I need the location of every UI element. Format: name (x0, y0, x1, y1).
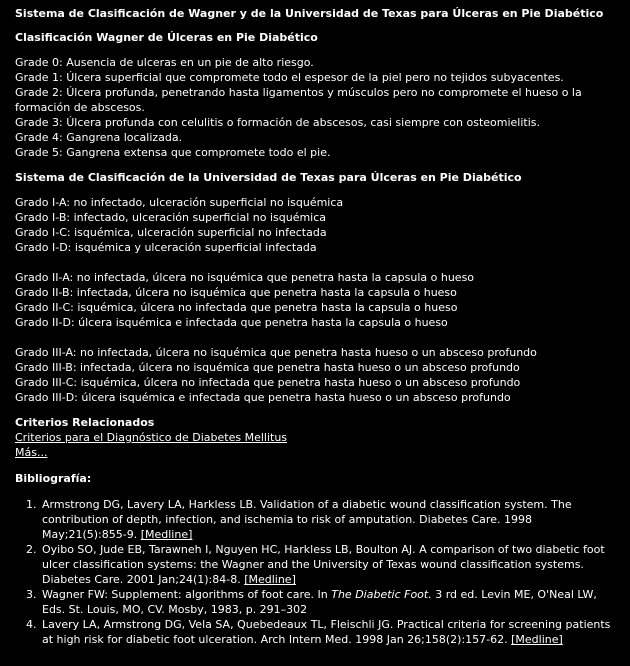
more-link[interactable]: Más... (15, 446, 48, 459)
wagner-grade-list (15, 55, 620, 160)
texas-grade: Grado II-C: isquémica, úlcera no infectada que penetra hasta la capsula o hueso (15, 301, 458, 314)
texas-grade: Grado I-A: no infectado, ulceración superficial no isquémica (15, 196, 344, 209)
reference-text: 3 rd ed. Levin ME, O'Neal LW, Eds. St. Louis, MO, CV. Mosby, 1983, p. 291–302 (42, 588, 597, 616)
reference-text: Wagner FW: Supplement: algorithms of foot care. In (42, 588, 332, 601)
reference-item (40, 587, 620, 617)
wagner-grade: Grade 5: Gangrena extensa que compromete todo el pie. (15, 146, 331, 159)
texas-grade-group-3 (15, 345, 620, 405)
texas-grade: Grado II-B: infectada, úlcera no isquémica que penetra hasta la capsula o hueso (15, 286, 457, 299)
wagner-grade: Grade 0: Ausencia de ulceras en un pie de alto riesgo. (15, 56, 314, 69)
texas-grade: Grado III-C: isquémica, úlcera no infectada que penetra hasta hueso o un absceso profundo (15, 376, 521, 389)
wagner-grade: Grade 4: Gangrena localizada. (15, 131, 183, 144)
texas-grade-group-1 (15, 195, 620, 255)
texas-grade: Grado I-B: infectado, ulceración superficial no isquémica (15, 211, 327, 224)
medline-link[interactable]: [Medline] (511, 633, 563, 646)
reference-list (15, 497, 620, 647)
reference-item (40, 542, 620, 587)
texas-grade-group-2 (15, 270, 620, 330)
texas-grade: Grado I-C: isquémica, ulceración superficial no infectada (15, 226, 327, 239)
texas-grade: Grado III-B: infectada, úlcera no isquémica que penetra hasta hueso o un absceso profundo (15, 361, 520, 374)
reference-text: Oyibo SO, Jude EB, Tarawneh I, Nguyen HC, Harkless LB, Boulton AJ. A comparison of two diabetic foot ulcer classification systems: the Wagner and the University of Texas wound classification systems. Diabetes Care. 2001 Jan;24(1):84-8. (42, 543, 605, 586)
texas-grade: Grado II-D: úlcera isquémica e infectada que penetra hasta la capsula o hueso (15, 316, 448, 329)
wagner-grade: Grade 1: Úlcera superficial que compromete todo el espesor de la piel pero no tejidos subyacentes. (15, 71, 564, 84)
page-title: Sistema de Clasificación de Wagner y de la Universidad de Texas para Úlceras en Pie Diabético (15, 7, 604, 20)
book-title: The Diabetic Foot. (331, 588, 432, 601)
wagner-grade: Grade 3: Úlcera profunda con celulitis o formación de abscesos, casi siempre con osteomielitis. (15, 116, 540, 129)
texas-grade: Grado III-A: no infectada, úlcera no isquémica que penetra hasta hueso o un absceso profundo (15, 346, 537, 359)
reference-item (40, 617, 620, 647)
medline-link[interactable]: [Medline] (244, 573, 296, 586)
texas-grade: Grado III-D: úlcera isquémica e infectada que penetra hasta hueso o un absceso profundo (15, 391, 511, 404)
bibliography-heading: Bibliografía: (15, 472, 92, 485)
wagner-heading: Clasificación Wagner de Úlceras en Pie Diabético (15, 31, 318, 44)
medline-link[interactable]: [Medline] (140, 528, 193, 541)
texas-heading: Sistema de Clasificación de la Universidad de Texas para Úlceras en Pie Diabético (15, 171, 522, 184)
texas-grade: Grado II-A: no infectada, úlcera no isquémica que penetra hasta la capsula o hueso (15, 271, 475, 284)
related-criteria-heading: Criterios Relacionados (15, 416, 155, 429)
reference-text: Lavery LA, Armstrong DG, Vela SA, Quebedeaux TL, Fleischli JG. Practical criteria for screening patients at high risk for diabetic foot ulceration. Arch Intern Med. 1998 Jan 26;158(2):157-62. (42, 618, 611, 646)
reference-item (40, 497, 620, 542)
reference-text: Armstrong DG, Lavery LA, Harkless LB. Validation of a diabetic wound classification system. The contribution of depth, infection, and ischemia to risk of amputation. Diabetes Care. 1998 May;21(5):855-9. (42, 498, 572, 541)
diabetes-criteria-link[interactable]: Criterios para el Diagnóstico de Diabetes Mellitus (15, 431, 288, 444)
wagner-grade: Grade 2: Úlcera profunda, penetrando hasta ligamentos y músculos pero no compromete el hueso o la formación de abscesos. (15, 86, 582, 114)
texas-grade: Grado I-D: isquémica y ulceración superficial infectada (15, 241, 317, 254)
